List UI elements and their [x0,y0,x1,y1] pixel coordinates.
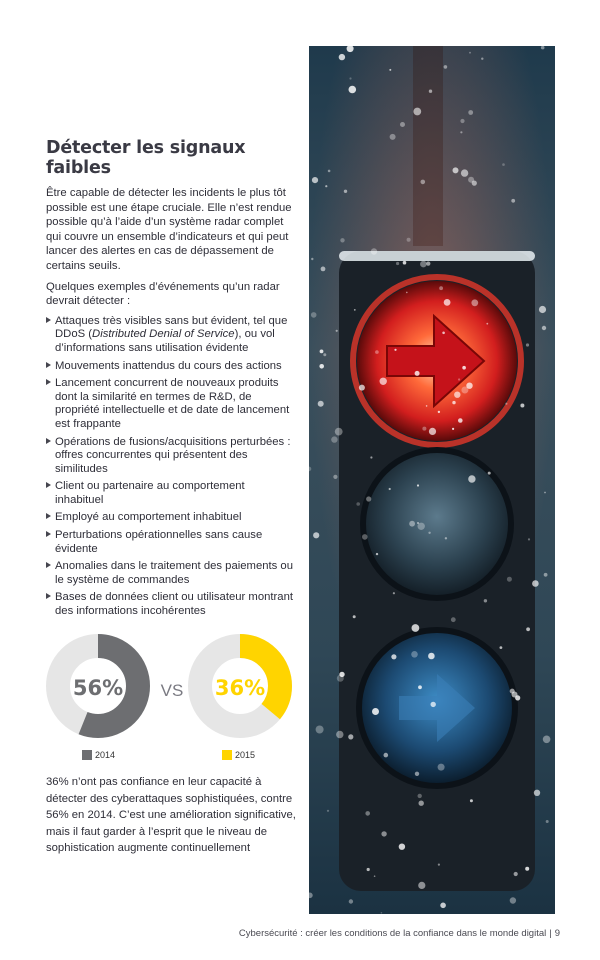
footer-title: Cybersécurité : créer les conditions de la confiance dans le monde digital [238,928,547,939]
event-list [46,315,296,619]
list-item [46,560,296,587]
list-item-italic: Distributed Denial of Service [92,328,235,341]
snowflake [353,615,356,618]
snowflake [468,475,475,482]
snowflake [426,405,428,407]
snowflake [546,820,549,823]
snowflake [470,799,473,802]
list-item [46,360,296,374]
snowflake [411,651,418,658]
snowflake [340,238,344,242]
snowflake [452,428,454,430]
snowflake [418,685,422,689]
snowflake [400,122,405,127]
bullet-arrow-icon [46,482,51,488]
snowflake [412,624,420,632]
snowflake [460,119,464,123]
snowflake [528,538,530,540]
snowflake [393,592,395,594]
snowflake [339,672,344,677]
snowflake [438,764,445,771]
snowflake [370,456,372,458]
snowflake [507,577,512,582]
snowflake [359,385,365,391]
snowflake [426,262,430,266]
snowflake [438,864,440,866]
donut-2014-label: 56% [72,676,124,700]
snowflake [396,262,399,265]
snowflake [327,810,329,812]
snowflake [542,326,546,330]
snowflake [349,77,351,79]
snowflake [380,378,387,385]
snowflake [389,488,391,490]
traffic-light-image [309,46,555,914]
snowflake [440,903,446,909]
list-item [46,377,296,431]
snowflake [502,163,505,166]
list-item [46,529,296,556]
snowflake [323,353,326,356]
snowflake [484,599,487,602]
list-item-text: Perturbations opérationnelles sans cause évidente [55,529,263,555]
snowflake [376,553,378,555]
snowflake [429,428,436,435]
lead-paragraph: Quelques exemples d’événements qu’un radar devrait détecter : [46,280,280,308]
snowflake [335,428,343,436]
snowflake [439,286,443,290]
snowflake [481,58,483,60]
list-item-text: Opérations de fusions/acquisitions perturbées : offres concurrentes qui présentent des similitudes [55,435,291,475]
donut-2015-label: 36% [214,676,266,700]
list-item-text-end: ), ou vol d’informations sans utilisation évidente [55,328,275,354]
snowflake [325,185,327,187]
snowflake [468,110,473,115]
snowflake [486,323,488,325]
snowflake [399,844,405,850]
snowflake [511,199,515,203]
snowflake [403,261,407,265]
page-number: 9 [554,928,560,939]
snowflake [319,364,324,369]
snowflake [331,436,337,442]
snowflake [526,343,529,346]
snowflake [389,69,391,71]
legend-2015 [222,750,255,760]
list-item [46,315,296,356]
snowflake [415,772,419,776]
list-item [46,591,296,618]
snowflake [318,401,324,407]
snowflake [431,702,436,707]
snowflake [375,350,379,354]
main-column [46,138,296,623]
snowflake [349,86,357,94]
bullet-arrow-icon [46,438,51,444]
snowflake [526,627,530,631]
snowflake [534,790,540,796]
page-footer [239,928,560,939]
snowflake [365,811,370,816]
snowflake [316,726,324,734]
snowflake [348,734,353,739]
list-item-text: Anomalies dans le traitement des paiements ou le système de commandes [55,560,293,586]
legend-2015-year: 2015 [235,750,256,760]
snowflake [444,299,451,306]
snowflake [469,52,471,54]
vs-label: VS [160,681,184,700]
bullet-arrow-icon [46,513,51,519]
snowflake [356,502,360,506]
snowflake [445,537,447,539]
snowflake [454,392,460,398]
snowflake [406,292,408,294]
snowflake [442,332,445,335]
bullet-arrow-icon [46,379,51,385]
snowflake [415,371,420,376]
snowflake [488,472,491,475]
snowflake [354,309,356,311]
snowflake [333,475,337,479]
snowflake [381,831,386,836]
snowflake [418,882,425,889]
snowflake [371,248,377,254]
snowflake [428,653,435,660]
snowflake [391,654,396,659]
snowflake [453,167,459,173]
snowflake [514,872,518,876]
comparison-donuts [46,634,296,774]
snowflake [468,177,474,183]
statistic-caption: 36% n’ont pas confiance en leur capacité à détecter des cyberattaques sophistiquées, contre 56% en 2014. C’est une amélioration significative, mais il faut garder à l’esprit que le niveau de sophistication augmente continuellement [46,776,296,854]
traffic-light-photo [309,46,555,914]
snowflake [366,496,371,501]
snowflake [461,169,468,176]
snowflake [421,180,426,185]
snowflake [311,312,317,318]
snowflake [420,261,427,268]
snowflake [471,299,478,306]
snowflake [525,867,529,871]
bullet-arrow-icon [46,317,51,323]
snowflake [394,349,396,351]
list-item [46,511,296,525]
snowflake [458,378,460,380]
snowflake [444,65,448,69]
bullet-arrow-icon [46,531,51,537]
snowflake [417,522,419,524]
snowflake [417,484,419,486]
snowflake [505,403,507,405]
snowflake [452,401,455,404]
snowflake [374,875,376,877]
snowflake [407,238,411,242]
snowflake [320,350,324,354]
list-item-text: Mouvements inattendus du cours des actions [55,359,282,372]
snowflake [311,258,313,260]
snowflake [344,190,347,193]
snowflake [438,411,440,413]
snowflake [328,170,331,173]
snowflake [390,134,396,140]
list-item-text: Employé au comportement inhabituel [55,511,242,524]
snowflake [321,267,326,272]
snowflake [362,534,368,540]
list-item-text: Client ou partenaire au comportement inhabituel [55,480,245,506]
legend-2014-swatch [82,750,92,760]
snowflake [543,736,551,744]
snowflake [418,794,422,798]
list-item [46,480,296,507]
snowflake [500,646,503,649]
snowflake [339,54,345,60]
list-item-text: Bases de données client ou utilisateur montrant des informations incohérentes [55,591,294,618]
list-item-text-start: Attaques très visibles sans but évident, tel que DDoS ( [55,314,288,341]
bullet-arrow-icon [46,362,51,368]
snowflake [461,387,468,394]
snowflake [458,418,463,423]
snowflake [462,366,466,370]
snowflake [520,404,524,408]
snowflake [418,523,425,530]
snow-ledge [339,251,535,261]
legend-2014-year: 2014 [95,750,116,760]
snowflake [409,521,415,527]
footer-separator: | [549,928,552,939]
snowflake [367,868,370,871]
snowflake [422,427,426,431]
snowflake [413,108,421,116]
snowflake [384,753,389,758]
legend-2015-swatch [222,750,232,760]
snowflake [419,801,424,806]
snowflake [512,692,518,698]
snowflake [532,580,539,587]
snowflake [313,532,319,538]
list-item-text: Lancement concurrent de nouveaux produits dont la similarité en termes de R&D, de propriété intellectuelle et de date de lancement est frappante [55,377,290,430]
section-title: Détecter les signaux faibles [46,138,246,178]
bullet-arrow-icon [46,593,51,599]
list-item [46,436,296,477]
legend-2014 [82,750,115,760]
snowflake [429,90,432,93]
snowflake [372,708,379,715]
snowflake [544,573,548,577]
snowflake [510,897,516,903]
snowflake [460,131,462,133]
snowflake [544,492,546,494]
snowflake [349,899,353,903]
snowflake [336,330,338,332]
snowflake [428,532,430,534]
snowflake [381,912,383,914]
snowflake [312,177,318,183]
snowflake [336,731,343,738]
snowflake [451,617,456,622]
intro-paragraph: Être capable de détecter les incidents le plus tôt possible est une étape cruciale. Elle n’est rendue possible qu’à l’aide d’un système radar complet qui couvre un ensemble d’indicateurs et qui peut lancer des alertes en cas de dépassement de certains seuils. [46,187,292,272]
bullet-arrow-icon [46,562,51,568]
snowflake [539,306,546,313]
